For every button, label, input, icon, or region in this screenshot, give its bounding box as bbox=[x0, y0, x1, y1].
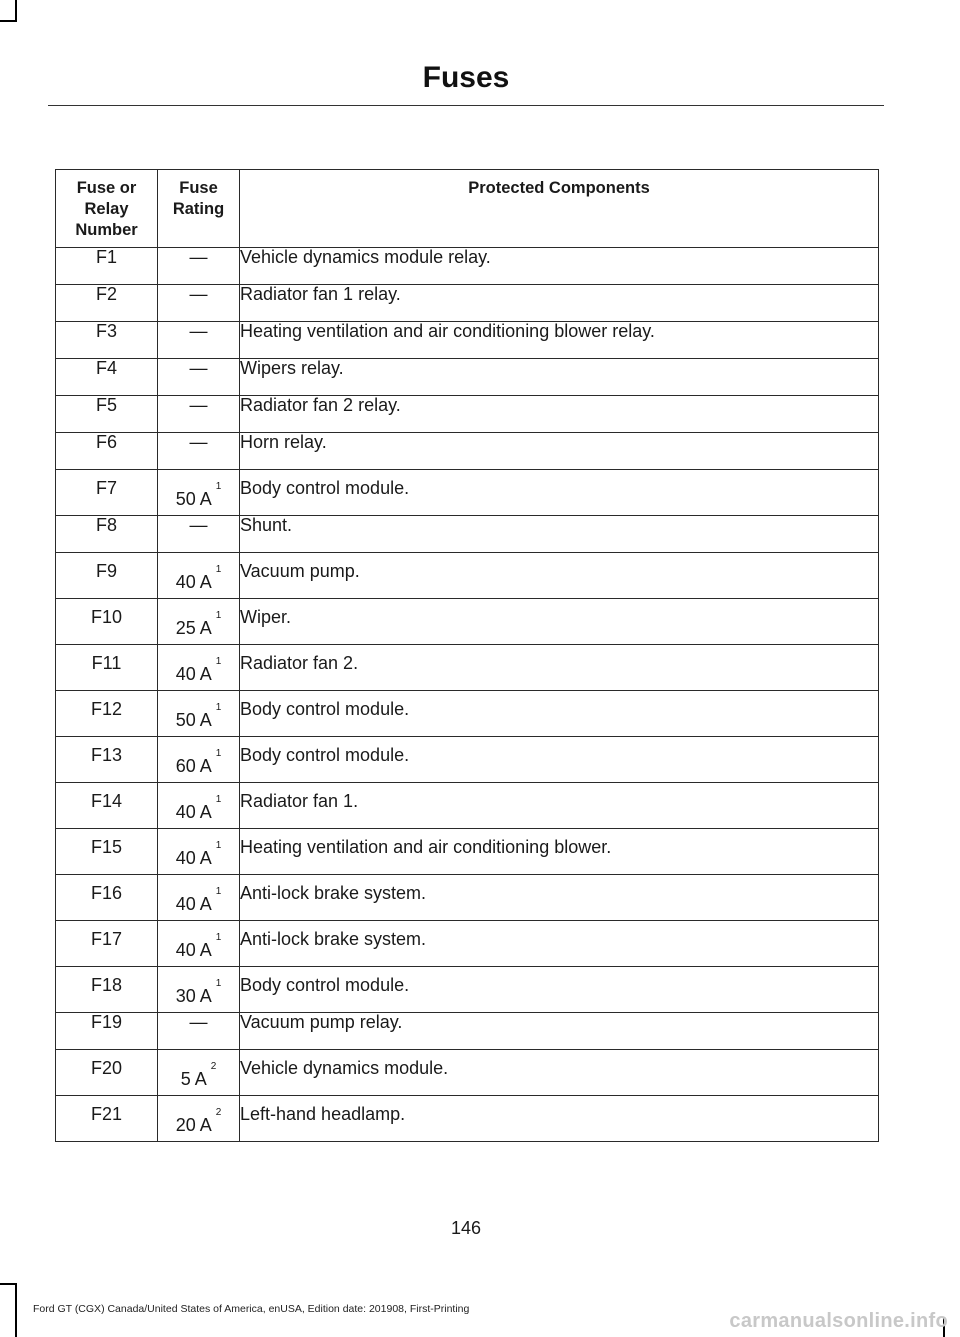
footnote-marker: 1 bbox=[215, 886, 222, 897]
fuse-number: F15 bbox=[56, 829, 158, 875]
fuse-rating-cell bbox=[158, 470, 240, 516]
fuse-rating: — bbox=[189, 1012, 208, 1032]
fuse-rating: 40 A bbox=[175, 572, 212, 592]
footer-text: Ford GT (CGX) Canada/United States of America, enUSA, Edition date: 201908, First-Printing bbox=[33, 1303, 470, 1315]
fuse-rating-cell bbox=[158, 783, 240, 829]
fuse-rating-cell bbox=[158, 553, 240, 599]
fuse-rating: 30 A bbox=[175, 986, 212, 1006]
table-row bbox=[56, 645, 879, 691]
footnote-marker: 1 bbox=[215, 656, 222, 667]
protected-component: Heating ventilation and air conditioning blower. bbox=[240, 829, 879, 875]
footnote-marker: 1 bbox=[215, 932, 222, 943]
table-row bbox=[56, 783, 879, 829]
fuse-rating: 25 A bbox=[175, 618, 212, 638]
protected-component: Left-hand headlamp. bbox=[240, 1096, 879, 1142]
table-row bbox=[56, 829, 879, 875]
fuse-rating: 40 A bbox=[175, 848, 212, 868]
column-header-components: Protected Components bbox=[240, 170, 879, 248]
footnote-marker: 1 bbox=[215, 840, 222, 851]
protected-component: Radiator fan 2 relay. bbox=[240, 396, 879, 433]
protected-component: Radiator fan 2. bbox=[240, 645, 879, 691]
footnote-marker: 2 bbox=[215, 1107, 222, 1118]
fuse-number: F1 bbox=[56, 248, 158, 285]
protected-component: Radiator fan 1. bbox=[240, 783, 879, 829]
fuse-rating: — bbox=[189, 395, 208, 415]
fuse-rating-cell bbox=[158, 829, 240, 875]
protected-component: Wiper. bbox=[240, 599, 879, 645]
fuse-number: F7 bbox=[56, 470, 158, 516]
table-row bbox=[56, 1050, 879, 1096]
protected-component: Radiator fan 1 relay. bbox=[240, 285, 879, 322]
fuse-rating-cell bbox=[158, 875, 240, 921]
fuse-number: F13 bbox=[56, 737, 158, 783]
fuse-rating: 40 A bbox=[175, 894, 212, 914]
footnote-marker: 1 bbox=[215, 748, 222, 759]
fuse-number: F16 bbox=[56, 875, 158, 921]
fuse-table bbox=[55, 169, 879, 1142]
fuse-rating-cell bbox=[158, 322, 240, 359]
fuse-number: F5 bbox=[56, 396, 158, 433]
fuse-rating: 20 A bbox=[175, 1115, 212, 1135]
fuse-number: F21 bbox=[56, 1096, 158, 1142]
fuse-rating-cell bbox=[158, 691, 240, 737]
fuse-rating-cell bbox=[158, 967, 240, 1013]
fuse-rating-cell bbox=[158, 285, 240, 322]
protected-component: Vehicle dynamics module relay. bbox=[240, 248, 879, 285]
protected-component: Horn relay. bbox=[240, 433, 879, 470]
crop-mark bbox=[15, 1283, 17, 1337]
fuse-rating: — bbox=[189, 321, 208, 341]
fuse-number: F12 bbox=[56, 691, 158, 737]
table-row bbox=[56, 1013, 879, 1050]
fuse-rating-cell bbox=[158, 433, 240, 470]
table-row bbox=[56, 248, 879, 285]
footnote-marker: 1 bbox=[215, 564, 222, 575]
fuse-number: F14 bbox=[56, 783, 158, 829]
watermark: carmanualsonline.info bbox=[729, 1310, 948, 1332]
fuse-number: F11 bbox=[56, 645, 158, 691]
fuse-number: F10 bbox=[56, 599, 158, 645]
fuse-rating: 50 A bbox=[175, 489, 212, 509]
table-row bbox=[56, 516, 879, 553]
fuse-number: F19 bbox=[56, 1013, 158, 1050]
column-header-number: Fuse or Relay Number bbox=[56, 170, 158, 248]
protected-component: Wipers relay. bbox=[240, 359, 879, 396]
fuse-rating: 50 A bbox=[175, 710, 212, 730]
footnote-marker: 1 bbox=[215, 978, 222, 989]
table-row bbox=[56, 599, 879, 645]
table-row bbox=[56, 396, 879, 433]
footnote-marker: 1 bbox=[215, 702, 222, 713]
protected-component: Vacuum pump relay. bbox=[240, 1013, 879, 1050]
fuse-rating-cell bbox=[158, 359, 240, 396]
page-title: Fuses bbox=[422, 61, 510, 94]
protected-component: Body control module. bbox=[240, 691, 879, 737]
table-row bbox=[56, 433, 879, 470]
footnote-marker: 1 bbox=[215, 481, 222, 492]
fuse-rating: — bbox=[189, 358, 208, 378]
page-number: 146 bbox=[450, 1218, 482, 1238]
fuse-number: F18 bbox=[56, 967, 158, 1013]
fuse-rating-cell bbox=[158, 645, 240, 691]
crop-mark bbox=[0, 20, 17, 22]
table-row bbox=[56, 875, 879, 921]
fuse-rating: 60 A bbox=[175, 756, 212, 776]
table-header-row bbox=[56, 170, 879, 248]
fuse-number: F17 bbox=[56, 921, 158, 967]
fuse-rating-cell bbox=[158, 516, 240, 553]
protected-component: Body control module. bbox=[240, 470, 879, 516]
fuse-rating-cell bbox=[158, 248, 240, 285]
fuse-rating-cell bbox=[158, 599, 240, 645]
table-row bbox=[56, 285, 879, 322]
protected-component: Body control module. bbox=[240, 737, 879, 783]
fuse-number: F4 bbox=[56, 359, 158, 396]
protected-component: Vacuum pump. bbox=[240, 553, 879, 599]
fuse-rating-cell bbox=[158, 737, 240, 783]
fuse-rating-cell bbox=[158, 921, 240, 967]
protected-component: Body control module. bbox=[240, 967, 879, 1013]
table-row bbox=[56, 737, 879, 783]
table-body bbox=[56, 248, 879, 1142]
table-row bbox=[56, 1096, 879, 1142]
fuse-rating: — bbox=[189, 247, 208, 267]
fuse-number: F8 bbox=[56, 516, 158, 553]
column-header-rating: Fuse Rating bbox=[158, 170, 240, 248]
footnote-marker: 1 bbox=[215, 794, 222, 805]
fuse-number: F9 bbox=[56, 553, 158, 599]
table-row bbox=[56, 322, 879, 359]
fuse-number: F3 bbox=[56, 322, 158, 359]
table-row bbox=[56, 921, 879, 967]
fuse-rating: 40 A bbox=[175, 940, 212, 960]
fuse-rating-cell bbox=[158, 1013, 240, 1050]
fuse-rating-cell bbox=[158, 1050, 240, 1096]
fuse-rating: — bbox=[189, 284, 208, 304]
fuse-rating: 40 A bbox=[175, 664, 212, 684]
fuse-number: F2 bbox=[56, 285, 158, 322]
table-row bbox=[56, 553, 879, 599]
table-row bbox=[56, 359, 879, 396]
crop-mark bbox=[15, 0, 17, 22]
protected-component: Vehicle dynamics module. bbox=[240, 1050, 879, 1096]
protected-component: Anti-lock brake system. bbox=[240, 875, 879, 921]
table-row bbox=[56, 470, 879, 516]
title-divider bbox=[48, 105, 884, 106]
fuse-rating: — bbox=[189, 515, 208, 535]
footnote-marker: 1 bbox=[215, 610, 222, 621]
fuse-rating: 40 A bbox=[175, 802, 212, 822]
footnote-marker: 2 bbox=[210, 1061, 217, 1072]
protected-component: Anti-lock brake system. bbox=[240, 921, 879, 967]
fuse-rating-cell bbox=[158, 1096, 240, 1142]
fuse-number: F6 bbox=[56, 433, 158, 470]
fuse-rating: — bbox=[189, 432, 208, 452]
fuse-number: F20 bbox=[56, 1050, 158, 1096]
protected-component: Shunt. bbox=[240, 516, 879, 553]
fuse-rating-cell bbox=[158, 396, 240, 433]
protected-component: Heating ventilation and air conditioning blower relay. bbox=[240, 322, 879, 359]
table-row bbox=[56, 967, 879, 1013]
fuse-rating: 5 A bbox=[180, 1069, 207, 1089]
table-row bbox=[56, 691, 879, 737]
crop-mark bbox=[0, 1283, 17, 1285]
